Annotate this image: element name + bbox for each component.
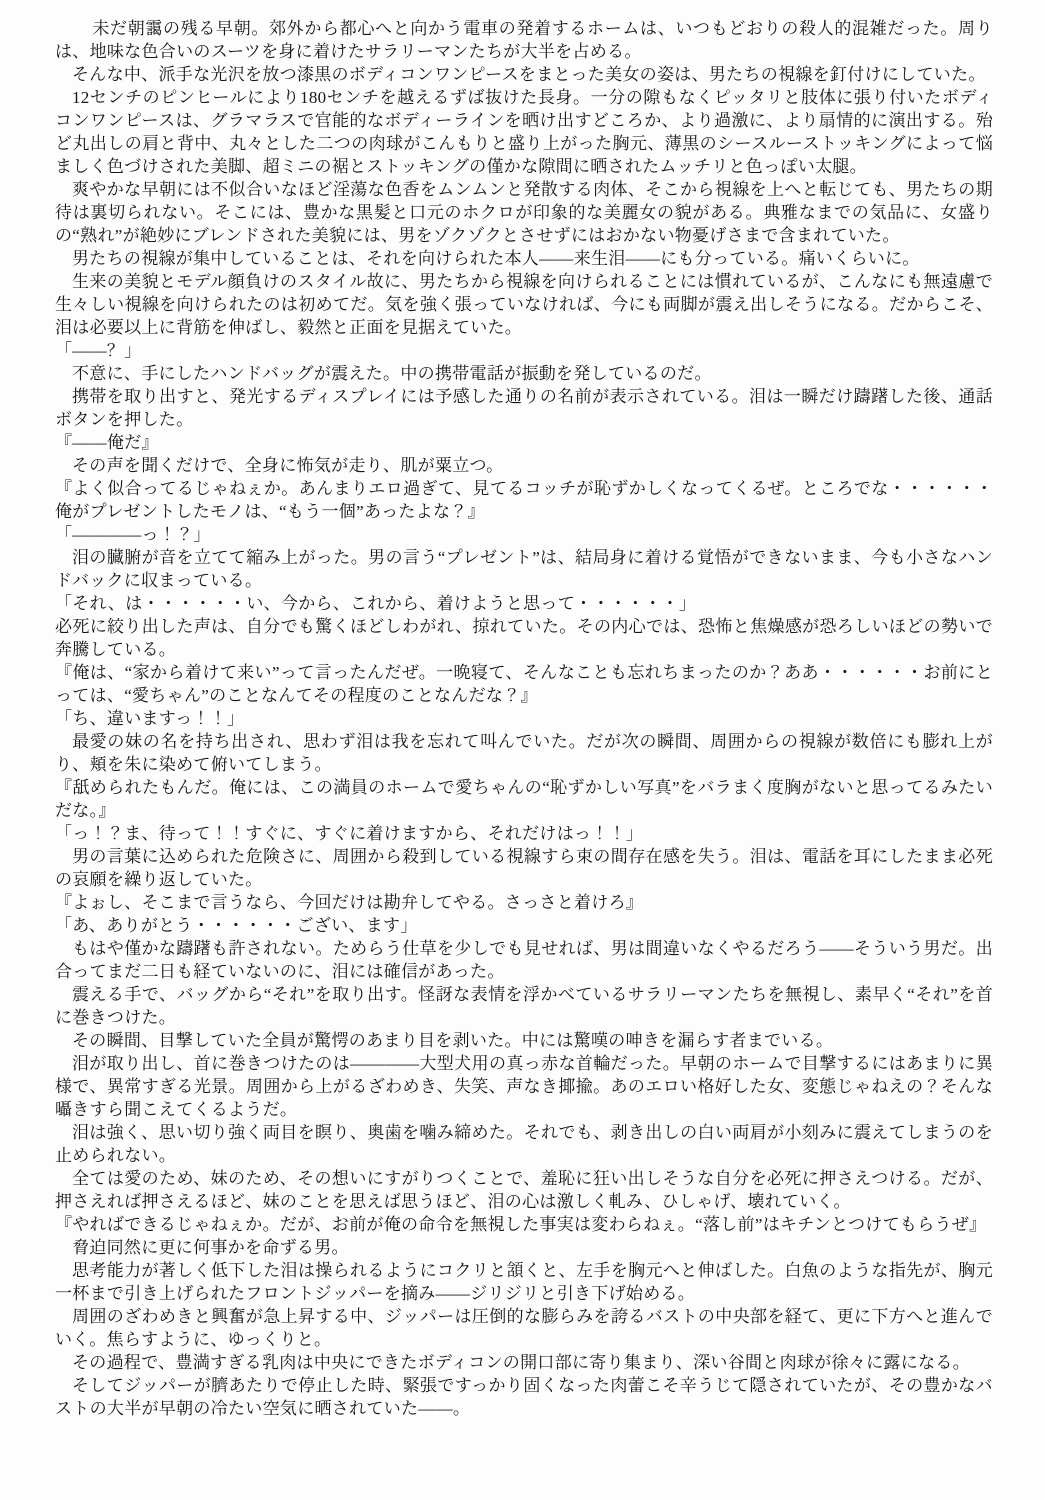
paragraph: 『よぉし、そこまで言うなら、今回だけは勘弁してやる。さっさと着けろ』 xyxy=(55,893,644,912)
paragraph: 12センチのピンヒールにより180センチを越えるずば抜けた長身。一分の隙もなくピッタリと肢体に張り付いたボディコンワンピースは、グラマラスで官能的なボディーラインを晒け出すどころか、より過激に、より扇情的に演出する。殆ど丸出しの肩と背中、丸々とした二つの肉球がこんもりと盛り上がった胸元、薄黒のシースルーストッキングによって悩ましく色づけされた美脚、超ミニの裾とストッキングの僅かな隙間に晒されたムッチリと色っぽい太腿。 xyxy=(55,88,993,176)
paragraph: 周囲のざわめきと興奮が急上昇する中、ジッパーは圧倒的な膨らみを誇るバストの中央部を経て、更に下方へと進んでいく。焦らすように、ゆっくりと。 xyxy=(55,1307,993,1349)
paragraph: 「ち、違いますっ！！」 xyxy=(55,709,245,728)
paragraph: 泪は強く、思い切り強く両目を瞑り、奥歯を噛み締めた。それでも、剥き出しの白い両肩が小刻みに震えてしまうのを止められない。 xyxy=(55,1123,993,1165)
paragraph: その過程で、豊満すぎる乳肉は中央にできたボディコンの開口部に寄り集まり、深い谷間と肉球が徐々に露になる。 xyxy=(72,1353,970,1372)
paragraph: 『――俺だ』 xyxy=(55,433,159,452)
paragraph: 泪の臓腑が音を立てて縮み上がった。男の言う“プレゼント”は、結局身に着ける覚悟ができないまま、今も小さなハンドバックに収まっている。 xyxy=(55,548,993,590)
paragraph: 男の言葉に込められた危険さに、周囲から殺到している視線すら束の間存在感を失う。泪は、電話を耳にしたまま必死の哀願を繰り返していた。 xyxy=(55,847,993,889)
paragraph: 脅迫同然に更に何事かを命ずる男。 xyxy=(72,1238,349,1257)
paragraph: 『俺は、“家から着けて来い”って言ったんだぜ。一晩寝て、そんなことも忘れちまったのか？ああ・・・・・・お前にとっては、“愛ちゃん”のことなんてその程度のことなんだな？』 xyxy=(55,663,993,705)
paragraph: 不意に、手にしたハンドバッグが震えた。中の携帯電話が振動を発しているのだ。 xyxy=(72,364,712,383)
paragraph: 携帯を取り出すと、発光するディスプレイには予感した通りの名前が表示されている。泪は一瞬だけ躊躇した後、通話ボタンを押した。 xyxy=(55,387,993,429)
paragraph: 思考能力が著しく低下した泪は操られるようにコクリと頷くと、左手を胸元へと伸ばした。白魚のような指先が、胸元一杯まで引き上げられたフロントジッパーを摘み――ジリジリと引き下げ始める。 xyxy=(55,1261,993,1303)
paragraph: 最愛の妹の名を持ち出され、思わず泪は我を忘れて叫んでいた。だが次の瞬間、周囲からの視線が数倍にも膨れ上がり、頬を朱に染めて俯いてしまう。 xyxy=(55,732,993,774)
paragraph: 『よく似合ってるじゃねぇか。あんまりエロ過ぎて、見てるコッチが恥ずかしくなってくるぜ。ところでな・・・・・・俺がプレゼントしたモノは、“もう一個”あったよな？』 xyxy=(55,479,993,521)
paragraph: 生来の美貌とモデル顔負けのスタイル故に、男たちから視線を向けられることには慣れているが、こんなにも無遠慮で生々しい視線を向けられたのは初めてだ。気を強く張っていなければ、今にも両脚が震え出しそうになる。だからこそ、泪は必要以上に背筋を伸ばし、毅然と正面を見据えていた。 xyxy=(55,272,993,337)
paragraph: 必死に絞り出した声は、自分でも驚くほどしわがれ、掠れていた。その内心では、恐怖と焦燥感が恐ろしいほどの勢いで奔騰している。 xyxy=(55,617,993,659)
paragraph: 『やればできるじゃねぇか。だが、お前が俺の命令を無視した事実は変わらねぇ。“落し前”はキチンとつけてもらうぜ』 xyxy=(55,1215,987,1234)
paragraph: 「あ、ありがとう・・・・・・ござい、ます」 xyxy=(55,916,418,935)
paragraph: 男たちの視線が集中していることは、それを向けられた本人――来生泪――にも分っている。痛いくらいに。 xyxy=(72,249,920,268)
paragraph: その声を聞くだけで、全身に怖気が走り、肌が粟立つ。 xyxy=(72,456,504,475)
paragraph: 震える手で、バッグから“それ”を取り出す。怪訝な表情を浮かべているサラリーマンたちを無視し、素早く“それ”を首に巻きつけた。 xyxy=(55,985,993,1027)
paragraph: その瞬間、目撃していた全員が驚愕のあまり目を剥いた。中には驚嘆の呻きを漏らす者までいる。 xyxy=(72,1031,834,1050)
paragraph: 「っ！？ま、待って！！すぐに、すぐに着けますから、それだけはっ！！」 xyxy=(55,824,644,843)
paragraph: 「――？」 xyxy=(55,341,142,360)
paragraph: そしてジッパーが臍あたりで停止した時、緊張ですっかり固くなった肉蕾こそ辛うじて隠されていたが、その豊かなバストの大半が早朝の冷たい空気に晒されていた――。 xyxy=(55,1376,993,1418)
paragraph: 「――――っ！？」 xyxy=(55,525,211,544)
paragraph: そんな中、派手な光沢を放つ漆黒のボディコンワンピースをまとった美女の姿は、男たちの視線を釘付けにしていた。 xyxy=(72,65,986,84)
paragraph: 泪が取り出し、首に巻きつけたのは――――大型犬用の真っ赤な首輪だった。早朝のホームで目撃するにはあまりに異様で、異常すぎる光景。周囲から上がるざわめき、失笑、声なき揶揄。あのエロい格好した女、変態じゃねえの？そんな囁きすら聞こえてくるようだ。 xyxy=(55,1054,993,1119)
paragraph: もはや僅かな躊躇も許されない。ためらう仕草を少しでも見せれば、男は間違いなくやるだろう――そういう男だ。出合ってまだ二日も経ていないのに、泪には確信があった。 xyxy=(55,939,993,981)
paragraph: 「それ、は・・・・・・い、今から、これから、着けようと思って・・・・・・」 xyxy=(55,594,697,613)
paragraph: 爽やかな早朝には不似合いなほど淫蕩な色香をムンムンと発散する肉体、そこから視線を上へと転じても、男たちの期待は裏切られない。そこには、豊かな黒髪と口元のホクロが印象的な美麗女の貌がある。典雅なまでの気品に、女盛りの“熟れ”が絶妙にブレンドされた美貌には、男をゾクゾクとさせずにはおかない物憂げさまで含まれていた。 xyxy=(55,180,993,245)
paragraph: 未だ朝靄の残る早朝。郊外から都心へと向かう電車の発着するホームは、いつもどおりの殺人的混雑だった。周りは、地味な色合いのスーツを身に着けたサラリーマンたちが大半を占める。 xyxy=(55,19,993,61)
paragraph: 全ては愛のため、妹のため、その想いにすがりつくことで、羞恥に狂い出しそうな自分を必死に押さえつける。だが、押さえれば押さえるほど、妹のことを思えば思うほど、泪の心は激しく軋み、ひしゃげ、壊れていく。 xyxy=(55,1169,993,1211)
paragraph: 『舐められたもんだ。俺には、この満員のホームで愛ちゃんの“恥ずかしい写真”をバラまく度胸がないと思ってるみたいだな。』 xyxy=(55,778,993,820)
